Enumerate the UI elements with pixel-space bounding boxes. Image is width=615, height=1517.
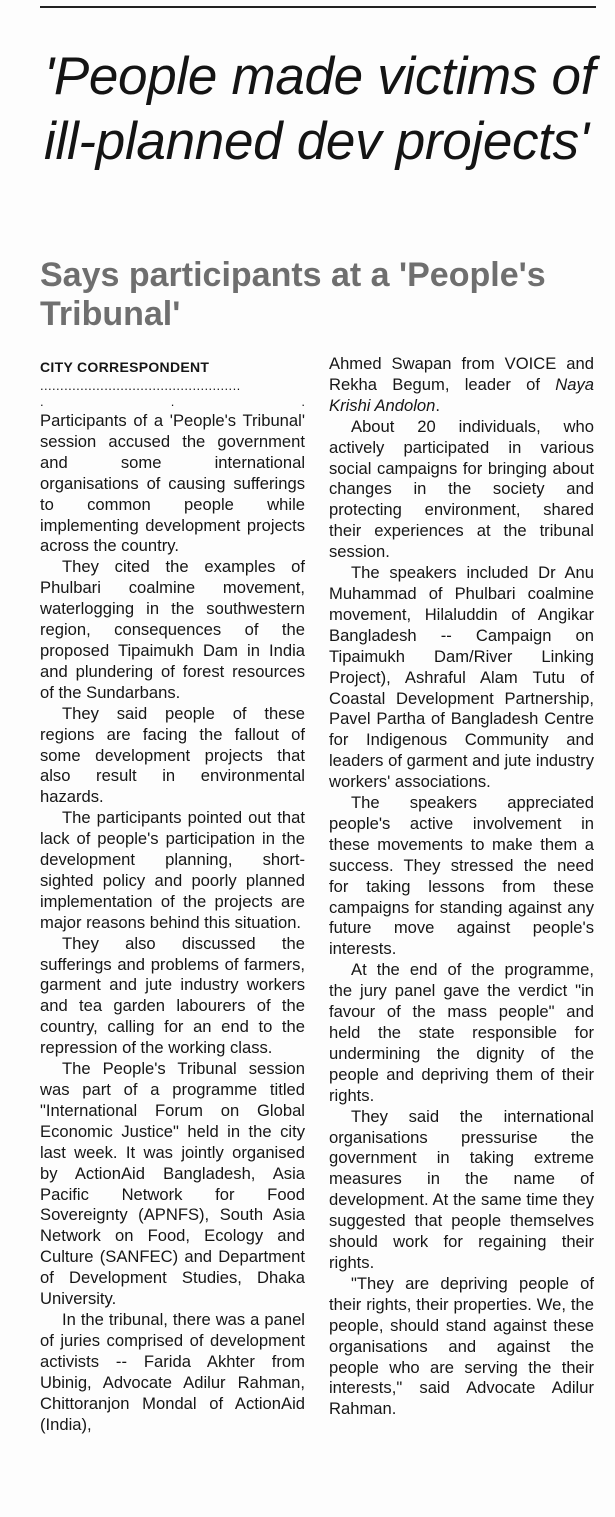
headline: 'People made victims of ill-planned dev projects' [44,47,596,171]
dot: . [40,394,44,409]
paragraph: Participants of a 'People's Tribunal' session accused the government and some international organisations of causing sufferings to common people while implementing development projects across the country. [40,411,305,556]
paragraph-continued [329,354,594,417]
column-left [40,356,305,1435]
paragraph: They said the international organisations pressurise the government in taking extreme measures in the name of development. At the same time they suggested that people themselves should work for regaining their rights. [329,1106,594,1272]
paragraph: They cited the examples of Phulbari coalmine movement, waterlogging in the southwestern region, consequences of the proposed Tipaimukh Dam in India and plundering of forest resources of the Sundarbans. [40,557,305,702]
dot: . [170,394,175,409]
subheadline: Says participants at a 'People's Tribunal' [40,256,546,333]
paragraph: About 20 individuals, who actively participated in various social campaigns for bringing about changes in the society and protecting environment, shared their experiences at the tribunal session. [329,416,594,562]
paragraph: The participants pointed out that lack of people's participation in the development planning, short-sighted policy and poorly planned implementation of the projects are major reasons behind this situation. [40,808,305,932]
column-right [329,354,594,1420]
top-rule [40,6,596,8]
paragraph: In the tribunal, there was a panel of juries comprised of development activists -- Farida Akhter from Ubinig, Advocate Adilur Rahman, Chittoranjon Mondal of ActionAid (India), [40,1309,305,1434]
paragraph: They also discussed the sufferings and problems of farmers, garment and jute industry workers and tea garden labourers of the country, calling for an end to the repression of the working class. [40,933,305,1058]
paragraph: They said people of these regions are facing the fallout of some development projects that also result in environmental hazards. [40,703,305,807]
byline: CITY CORRESPONDENT [40,359,210,375]
paragraph: The speakers appreciated people's active involvement in these movements to make them a success. They stressed the need for taking lessons from these campaigns for standing against any future move against people's interests. [329,793,594,959]
dotted-separator: .................................................. [40,378,241,393]
paragraph-text: Ahmed Swapan from VOICE and Rekha Begum, leader of [329,354,594,394]
paragraph: "They are depriving people of their rights, their properties. We, the people, should stand against these organisations and against the people who are serving the their interests," said Advocate Adilur Rahman. [329,1273,594,1419]
paragraph: At the end of the programme, the jury panel gave the verdict "in favour of the mass people" and held the state responsible for undermining the dignity of the people and depriving them of their rights. [329,960,594,1105]
paragraph: The speakers included Dr Anu Muhammad of Phulbari coalmine movement, Hilaluddin of Angikar Bangladesh -- Campaign on Tipaimukh Dam/River Linking Project), Ashraful Alam Tutu of Coastal Development Partnership, Pavel Partha of Bangladesh Centre for Indigenous Community and leaders of garment and jute industry workers' associations. [329,563,594,792]
period: . [435,395,441,415]
dotted-separator-2 [40,393,305,411]
organisation-name: Naya Krishi Andolon [329,374,594,415]
paragraph: The People's Tribunal session was part of a programme titled "International Forum on Global Economic Justice" held in the city last week. It was jointly organised by ActionAid Bangladesh, Asia Pacific Network for Food Sovereignty (APNFS), South Asia Network on Food, Ecology and Culture (SANFEC) and Department of Development Studies, Dhaka University. [40,1059,305,1309]
dot: . [301,394,305,409]
